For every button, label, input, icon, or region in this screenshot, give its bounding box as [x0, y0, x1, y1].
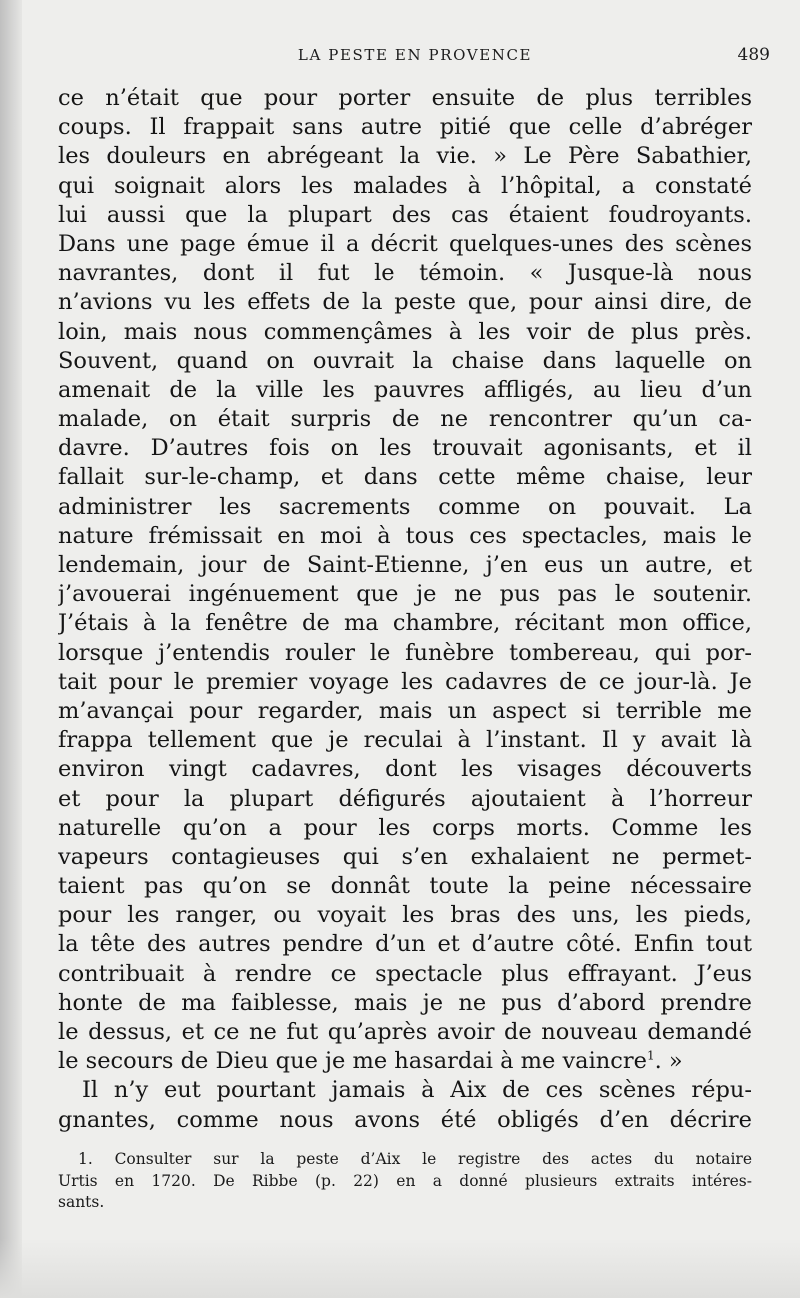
text-line: environ vingt cadavres, dont les visages découverts — [58, 756, 752, 783]
page-number: 489 — [737, 45, 770, 65]
footnote-reference: 1 — [646, 1048, 655, 1063]
text-line: Souvent, quand on ouvrait la chaise dans laquelle on — [58, 347, 752, 374]
text-line: n’avions vu les effets de la peste que, pour ainsi dire, de — [58, 289, 752, 316]
text-line: frappa tellement que je reculai à l’instant. Il y avait là — [58, 727, 752, 754]
text-line: Dans une page émue il a décrit quelques-unes des scènes — [58, 230, 752, 257]
text-line: taient pas qu’on se donnât toute la peine nécessaire — [58, 873, 752, 900]
text-line: nature frémissait en moi à tous ces spectacles, mais le — [58, 522, 752, 549]
text-line-content: le secours de Dieu que je me hasardai à me vaincre — [58, 1048, 647, 1075]
closing-quote: . » — [654, 1048, 683, 1075]
text-line: lui aussi que la plupart des cas étaient foudroyants. — [58, 201, 752, 228]
text-line: j’avouerai ingénuement que je ne pus pas le soutenir. — [58, 581, 752, 608]
text-line: amenait de la ville les pauvres affligés, au lieu d’un — [58, 376, 752, 403]
text-line: lorsque j’entendis rouler le funèbre tombereau, qui por- — [58, 639, 752, 666]
text-line: administrer les sacrements comme on pouvait. La — [58, 493, 752, 520]
text-line: navrantes, dont il fut le témoin. « Jusque-là nous — [58, 260, 752, 287]
text-line: lendemain, jour de Saint-Etienne, j’en eus un autre, et — [58, 552, 752, 578]
footnote-line: 1. Consulter sur la peste d’Aix le registre des actes du notaire — [78, 1150, 752, 1168]
page-bottom-shadow — [0, 1238, 800, 1298]
text-line: vapeurs contagieuses qui s’en exhalaient ne permet- — [58, 843, 752, 870]
footnotes — [58, 1149, 752, 1214]
text-line: ce n’était que pour porter ensuite de plus terribles — [58, 85, 752, 111]
text-line: malade, on était surpris de ne rencontrer qu’un ca- — [58, 406, 752, 433]
text-line: naturelle qu’on a pour les corps morts. Comme les — [58, 814, 752, 841]
footnote-line: sants. — [58, 1193, 105, 1211]
text-line: Il n’y eut pourtant jamais à Aix de ces scènes répu- — [82, 1077, 752, 1104]
text-line: le dessus, et ce ne fut qu’après avoir de nouveau demandé — [58, 1019, 752, 1045]
text-line: et pour la plupart défigurés ajoutaient à l’horreur — [58, 785, 752, 812]
text-line: fallait sur-le-champ, et dans cette même chaise, leur — [58, 464, 752, 491]
text-line: m’avançai pour regarder, mais un aspect si terrible me — [58, 697, 752, 724]
text-line: tait pour le premier voyage les cadavres de ce jour-là. Je — [58, 668, 752, 695]
page-header — [60, 42, 770, 68]
text-line-with-note — [58, 1047, 752, 1076]
text-line: J’étais à la fenêtre de ma chambre, récitant mon office, — [58, 610, 752, 637]
page-edge-shadow — [0, 0, 22, 1298]
text-line: contribuait à rendre ce spectacle plus effrayant. J’eus — [58, 960, 752, 987]
text-line: qui soignait alors les malades à l’hôpital, a constaté — [58, 172, 752, 199]
text-line: la tête des autres pendre d’un et d’autre côté. Enfin tout — [58, 931, 752, 958]
body-text — [58, 84, 752, 1135]
text-line: loin, mais nous commençâmes à les voir de plus près. — [58, 318, 752, 345]
text-line: les douleurs en abrégeant la vie. » Le Père Sabathier, — [58, 143, 752, 170]
footnote-line: Urtis en 1720. De Ribbe (p. 22) en a donné plusieurs extraits intéres- — [58, 1171, 752, 1190]
text-line: pour les ranger, ou voyait les bras des uns, les pieds, — [58, 902, 752, 929]
text-line: gnantes, comme nous avons été obligés d’en décrire — [58, 1106, 752, 1133]
text-line: davre. D’autres fois on les trouvait agonisants, et il — [58, 435, 752, 462]
text-line: coups. Il frappait sans autre pitié que celle d’abréger — [58, 114, 752, 141]
text-line: honte de ma faiblesse, mais je ne pus d’abord prendre — [58, 989, 752, 1016]
running-title: LA PESTE EN PROVENCE — [297, 46, 533, 64]
